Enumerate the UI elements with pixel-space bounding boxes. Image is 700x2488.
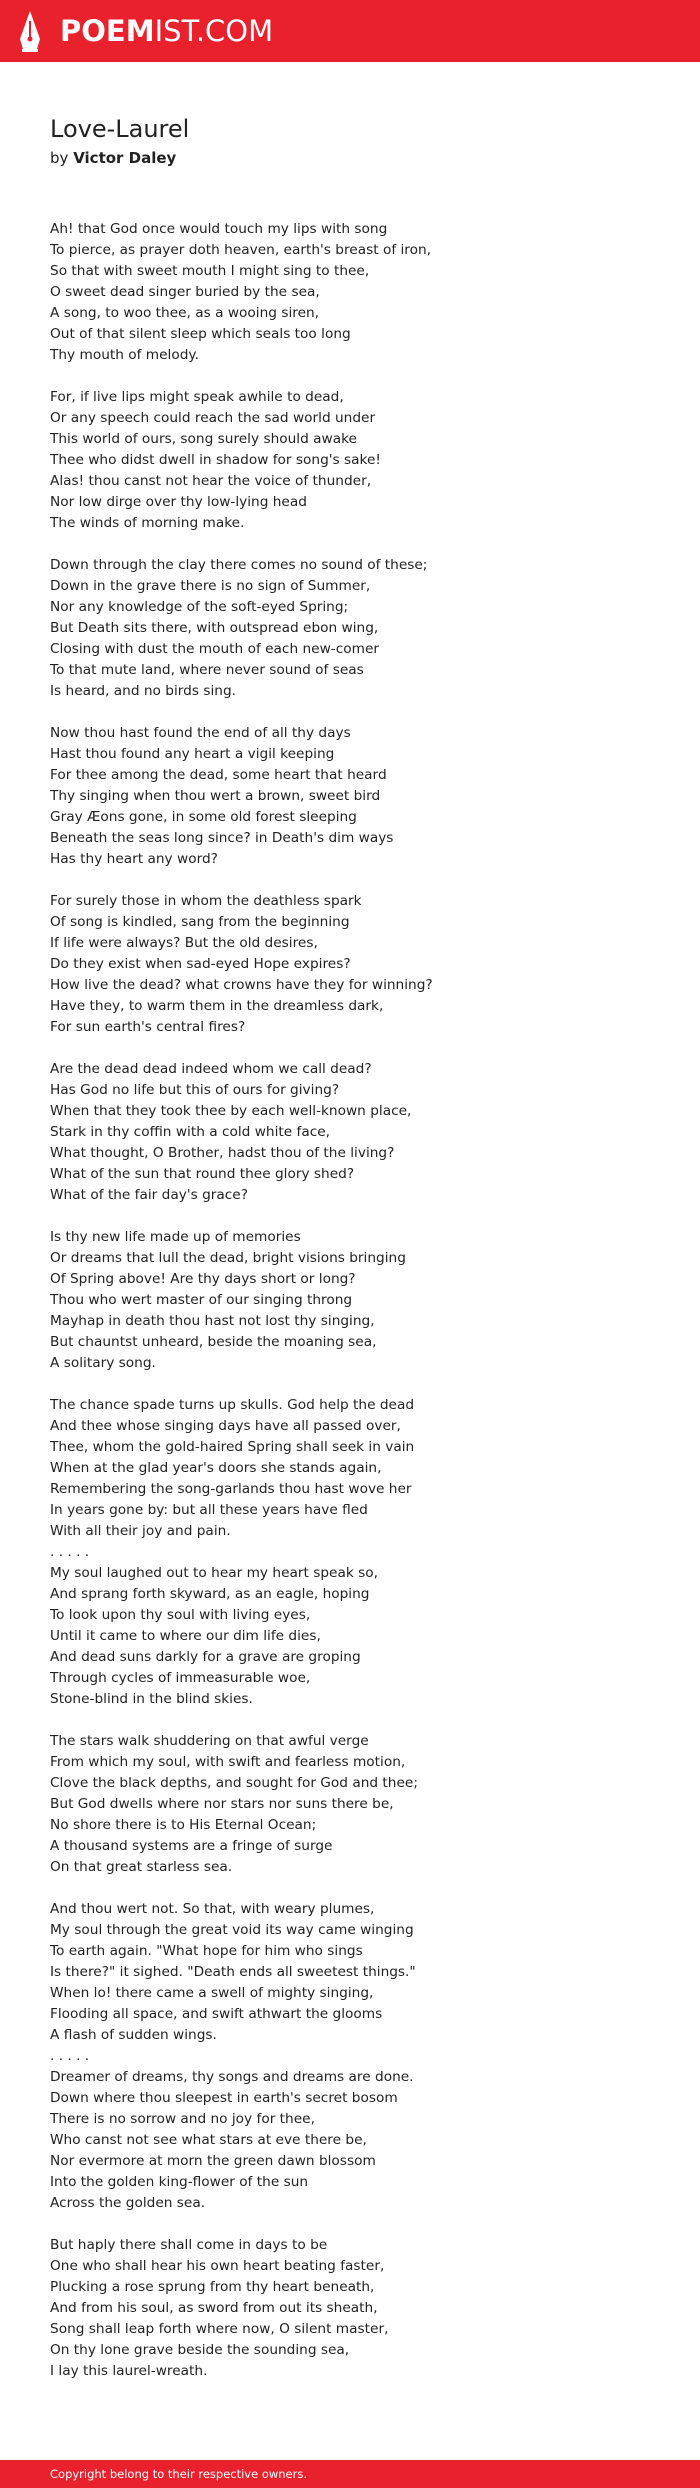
logo-brand-light: IST.COM	[154, 14, 274, 48]
poem-line: Through cycles of immeasurable woe,	[50, 1670, 311, 1686]
poem-line: Closing with dust the mouth of each new-comer	[50, 641, 379, 657]
poem-line: A solitary song.	[50, 1355, 156, 1371]
poem-line: Nor low dirge over thy low-lying head	[50, 494, 307, 510]
poem-line: Stone-blind in the blind skies.	[50, 1691, 253, 1707]
poem-line: Now thou hast found the end of all thy days	[50, 725, 351, 741]
poem-line: To look upon thy soul with living eyes,	[50, 1607, 311, 1623]
stanza	[50, 219, 670, 366]
poem-line: The chance spade turns up skulls. God help the dead	[50, 1397, 415, 1413]
poem-line: Are the dead dead indeed whom we call dead?	[50, 1061, 372, 1077]
poem-line: When lo! there came a swell of mighty singing,	[50, 1985, 374, 2001]
poem-line: Thy mouth of melody.	[50, 347, 199, 363]
stanza	[50, 1227, 670, 1374]
poem-line: Clove the black depths, and sought for God and thee;	[50, 1775, 418, 1791]
poem-line: For thee among the dead, some heart that heard	[50, 767, 387, 783]
poem-line: Dreamer of dreams, thy songs and dreams are done.	[50, 2069, 414, 2085]
poem-line: Hast thou found any heart a vigil keeping	[50, 746, 335, 762]
poem-line: To pierce, as prayer doth heaven, earth's breast of iron,	[50, 242, 432, 258]
poem-line: I lay this laurel-wreath.	[50, 2363, 208, 2379]
poem-line: Flooding all space, and swift athwart the glooms	[50, 2006, 383, 2022]
poem-line: A thousand systems are a fringe of surge	[50, 1838, 333, 1854]
poem-line: A flash of sudden wings.	[50, 2027, 217, 2043]
poem-line: And dead suns darkly for a grave are groping	[50, 1649, 361, 1665]
poem-line: For, if live lips might speak awhile to dead,	[50, 389, 344, 405]
poem-line: A song, to woo thee, as a wooing siren,	[50, 305, 320, 321]
poem-line: Thee who didst dwell in shadow for song's sake!	[50, 452, 381, 468]
poem-line: Across the golden sea.	[50, 2195, 206, 2211]
poem-line: Stark in thy coffin with a cold white face,	[50, 1124, 331, 1140]
poem-line: Down through the clay there comes no sound of these;	[50, 557, 428, 573]
poem-line: Has thy heart any word?	[50, 851, 218, 867]
poem-line: How live the dead? what crowns have they for winning?	[50, 977, 433, 993]
poem-line: What of the fair day's grace?	[50, 1187, 248, 1203]
poem-body	[50, 219, 670, 2403]
poem-line: In years gone by: but all these years have fled	[50, 1502, 368, 1518]
poem-line: O sweet dead singer buried by the sea,	[50, 284, 320, 300]
poem-line: The winds of morning make.	[50, 515, 245, 531]
poem-line: My soul laughed out to hear my heart speak so,	[50, 1565, 378, 1581]
poem-line: Of Spring above! Are thy days short or long?	[50, 1271, 356, 1287]
poem-line: Out of that silent sleep which seals too long	[50, 326, 351, 342]
site-logo[interactable]	[60, 14, 273, 48]
stanza	[50, 2235, 670, 2382]
poem-line: My soul through the great void its way came winging	[50, 1922, 414, 1938]
poem-line: Thou who wert master of our singing throng	[50, 1292, 353, 1308]
poem-line: What thought, O Brother, hadst thou of the living?	[50, 1145, 395, 1161]
stanza	[50, 1395, 670, 1710]
poem-line: Down where thou sleepest in earth's secret bosom	[50, 2090, 398, 2106]
poem-line: Into the golden king-flower of the sun	[50, 2174, 309, 2190]
poem-line: And from his soul, as sword from out its sheath,	[50, 2300, 378, 2316]
poem-line: Plucking a rose sprung from thy heart beneath,	[50, 2279, 375, 2295]
poem-line: . . . . .	[50, 2048, 90, 2064]
poem-line: Thee, whom the gold-haired Spring shall seek in vain	[50, 1439, 415, 1455]
poem-line: If life were always? But the old desires,	[50, 935, 318, 951]
poem-line: One who shall hear his own heart beating faster,	[50, 2258, 385, 2274]
poem-line: Alas! thou canst not hear the voice of thunder,	[50, 473, 372, 489]
by-label: by	[50, 149, 69, 167]
stanza	[50, 1731, 670, 1878]
poem-line: Down in the grave there is no sign of Summer,	[50, 578, 371, 594]
poem-line: Ah! that God once would touch my lips with song	[50, 221, 388, 237]
poem-line: This world of ours, song surely should awake	[50, 431, 357, 447]
poem-line: And sprang forth skyward, as an eagle, hoping	[50, 1586, 370, 1602]
poem-line: To earth again. "What hope for him who sings	[50, 1943, 363, 1959]
poem-line: No shore there is to His Eternal Ocean;	[50, 1817, 317, 1833]
poem-line: When at the glad year's doors she stands again,	[50, 1460, 382, 1476]
poem-line: But chauntst unheard, beside the moaning sea,	[50, 1334, 377, 1350]
logo-brand-bold: POEM	[60, 14, 155, 48]
poem-line: Of song is kindled, sang from the beginning	[50, 914, 350, 930]
poem-line: Or any speech could reach the sad world under	[50, 410, 376, 426]
pen-nib-logo-icon[interactable]	[17, 9, 43, 53]
poem-line: Is thy new life made up of memories	[50, 1229, 301, 1245]
stanza	[50, 1899, 670, 2214]
poem-line: But haply there shall come in days to be	[50, 2237, 328, 2253]
stanza	[50, 1059, 670, 1206]
stanza	[50, 387, 670, 534]
poem-title: Love-Laurel	[50, 115, 190, 143]
poem-line: Beneath the seas long since? in Death's dim ways	[50, 830, 394, 846]
poem-line: Or dreams that lull the dead, bright visions bringing	[50, 1250, 406, 1266]
poem-line: Nor evermore at morn the green dawn blossom	[50, 2153, 376, 2169]
poem-author: Victor Daley	[73, 149, 177, 167]
poem-line: Mayhap in death thou hast not lost thy singing,	[50, 1313, 375, 1329]
site-header	[0, 0, 700, 62]
poem-line: Is heard, and no birds sing.	[50, 683, 236, 699]
poem-line: Thy singing when thou wert a brown, sweet bird	[50, 788, 381, 804]
poem-line: . . . . .	[50, 1544, 90, 1560]
poem-line: When that they took thee by each well-known place,	[50, 1103, 412, 1119]
poem-line: Until it came to where our dim life dies,	[50, 1628, 321, 1644]
poem-line: For surely those in whom the deathless spark	[50, 893, 362, 909]
poem-line: The stars walk shuddering on that awful verge	[50, 1733, 369, 1749]
poem-line: Remembering the song-garlands thou hast wove her	[50, 1481, 412, 1497]
poem-line: On thy lone grave beside the sounding sea,	[50, 2342, 350, 2358]
poem-line: Has God no life but this of ours for giving?	[50, 1082, 340, 1098]
site-footer	[0, 2460, 700, 2488]
copyright-notice: Copyright belong to their respective owners.	[50, 2467, 308, 2481]
poem-line: From which my soul, with swift and fearless motion,	[50, 1754, 406, 1770]
stanza	[50, 555, 670, 702]
stanza	[50, 723, 670, 870]
poem-byline	[50, 148, 176, 168]
poem-line: Song shall leap forth where now, O silent master,	[50, 2321, 389, 2337]
poem-line: And thee whose singing days have all passed over,	[50, 1418, 401, 1434]
poem-line: But Death sits there, with outspread ebon wing,	[50, 620, 379, 636]
poem-line: Gray Æons gone, in some old forest sleeping	[50, 809, 357, 825]
poem-line: Have they, to warm them in the dreamless dark,	[50, 998, 384, 1014]
poem-line: Do they exist when sad-eyed Hope expires?	[50, 956, 351, 972]
poem-line: Nor any knowledge of the soft-eyed Spring;	[50, 599, 349, 615]
poem-line: What of the sun that round thee glory shed?	[50, 1166, 355, 1182]
poem-line: On that great starless sea.	[50, 1859, 233, 1875]
poem-line: Is there?" it sighed. "Death ends all sweetest things."	[50, 1964, 416, 1980]
poem-line: But God dwells where nor stars nor suns there be,	[50, 1796, 394, 1812]
poem-line: To that mute land, where never sound of seas	[50, 662, 364, 678]
poem-line: So that with sweet mouth I might sing to thee,	[50, 263, 370, 279]
poem-line: Who canst not see what stars at eve there be,	[50, 2132, 367, 2148]
poem-line: With all their joy and pain.	[50, 1523, 231, 1539]
poem-line: There is no sorrow and no joy for thee,	[50, 2111, 315, 2127]
poem-line: For sun earth's central fires?	[50, 1019, 246, 1035]
stanza	[50, 891, 670, 1038]
poem-line: And thou wert not. So that, with weary plumes,	[50, 1901, 375, 1917]
